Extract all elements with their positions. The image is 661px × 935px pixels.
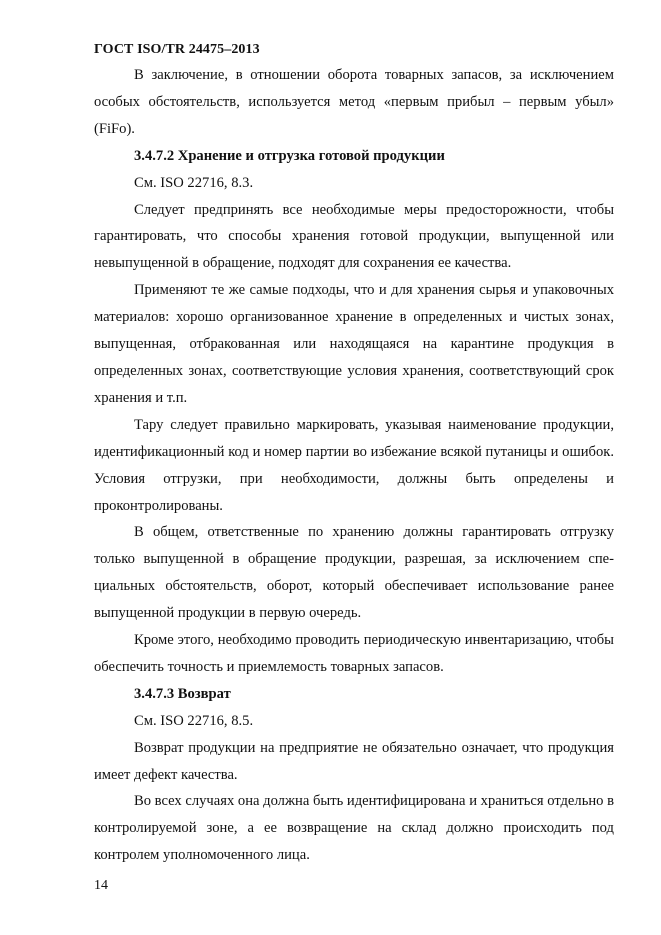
paragraph-inventory: Кроме этого, необходимо проводить периодическую инвентаризацию, чтобы обеспечить точность и приемлемость товарных запасов. (94, 632, 614, 675)
paragraph-ref-8-5: См. ISO 22716, 8.5. (134, 712, 254, 729)
section-heading-storage: 3.4.7.2 Хранение и отгрузка готовой продукции (134, 147, 445, 164)
paragraph-precautions: Следует предпринять все необходимые меры предосторожности, чтобы гарантировать, что способы хранения готовой продукции, выпущенной или невыпущенной в обращение, подходят для сохранения ее качества. (94, 201, 614, 272)
paragraph-ref-8-3: См. ISO 22716, 8.3. (134, 174, 254, 191)
section-heading-returns: 3.4.7.3 Возврат (134, 685, 231, 702)
paragraph-fifo: В заключение, в отношении оборота товарных запасов, за исключением особых обстоятельств, используется метод «первым прибыл – первым убыл» (FiFo). (94, 67, 614, 137)
paragraph-approaches: Применяют те же самые подходы, что и для хранения сырья и упаковочных материалов: хорошо организованное хранение в определенных и чистых зонах, выпущенная, отбракованная или находящаяся на карантине продукция в определенных зонах, соответствующие условия хранения, соответствующий срок хранения и т.п. (94, 282, 614, 406)
document-header: ГОСТ ISO/TR 24475–2013 (94, 42, 260, 57)
paragraph-responsibility: В общем, ответственные по хранению должны гарантировать отгрузку только выпущенной в обращение продукции, разрешая, за исключением специальных обстоятельств, оборот, который обеспечивает использование ранее выпущенной продукции в первую очередь. (94, 524, 614, 622)
paragraph-return-defect: Возврат продукции на предприятие не обязательно означает, что продукция имеет дефект качества. (94, 739, 614, 783)
page-number: 14 (94, 878, 108, 893)
paragraph-labeling: Тару следует правильно маркировать, указывая наименование продукции, идентификационный код и номер партии во избежание всякой путаницы и ошибок. Условия отгрузки, при необходимости, должны быть определены и проконтролированы. (94, 416, 614, 514)
paragraph-return-control: Во всех случаях она должна быть идентифицирована и храниться отдельно в контролируемой зоне, а ее возвращение на склад должно происходить под контролем уполномоченного лица. (94, 793, 614, 864)
document-body (94, 62, 614, 869)
